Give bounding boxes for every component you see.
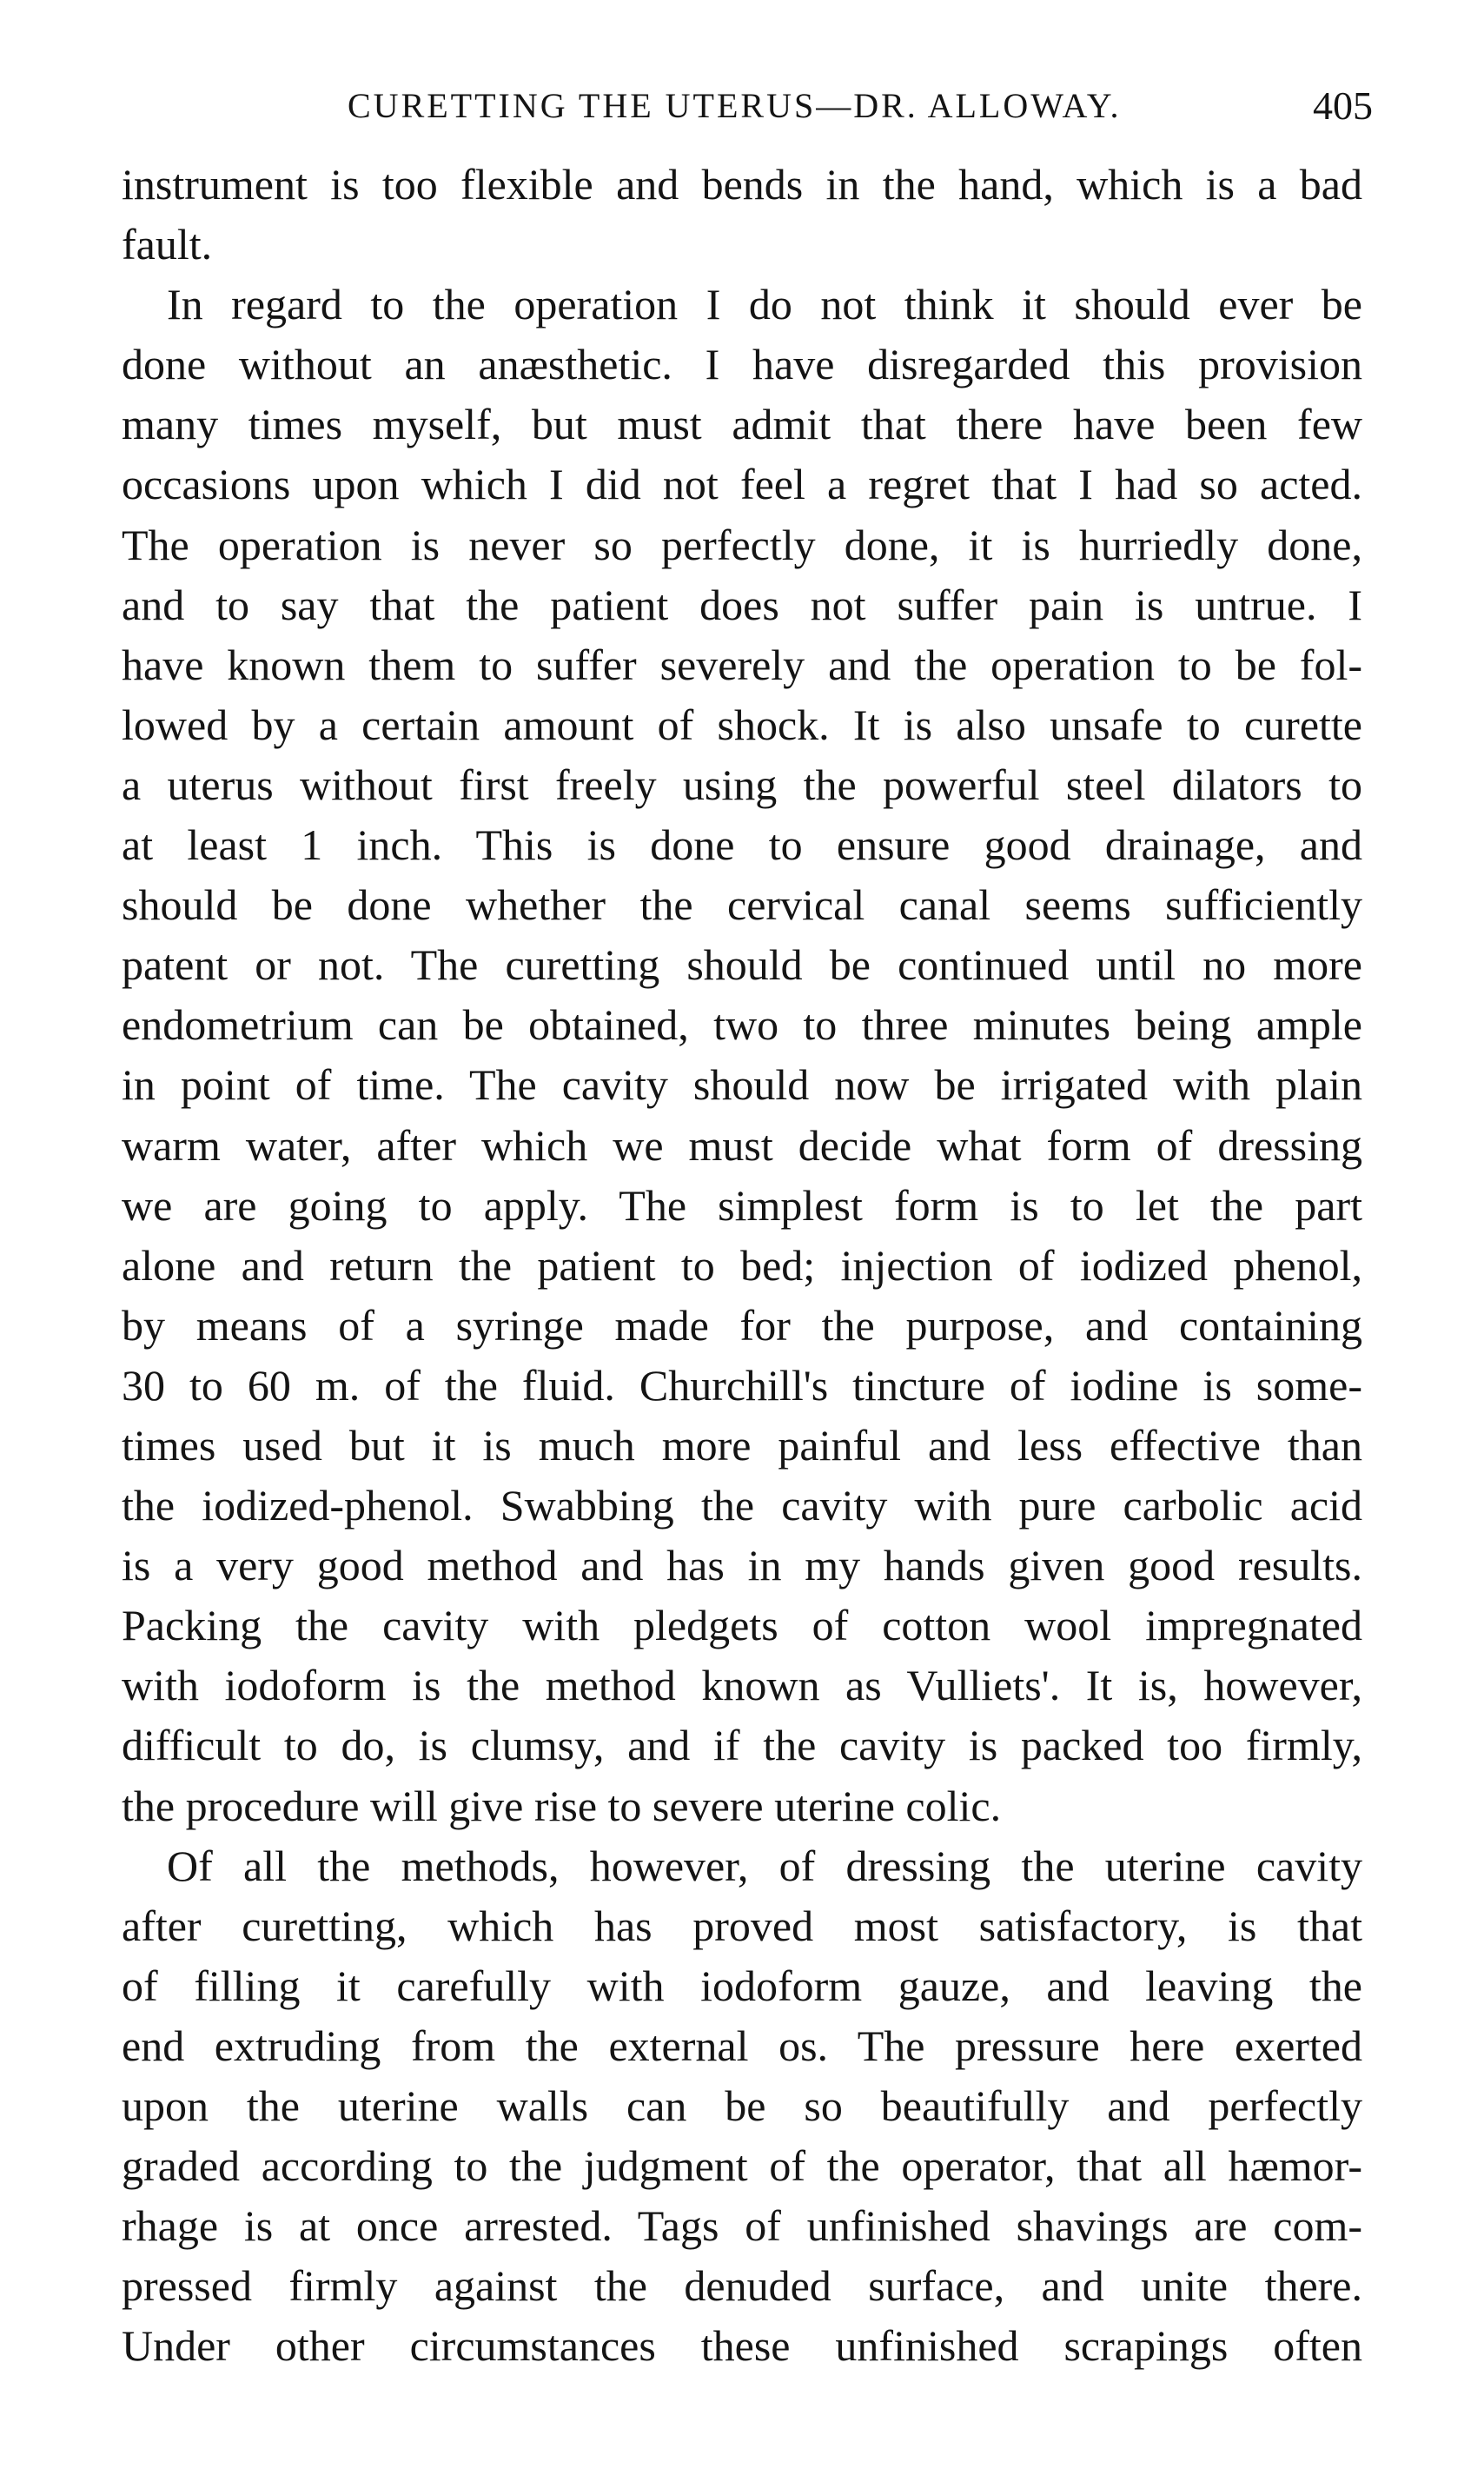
text-line: occasions upon which I did not feel a regret that I had so acted. [122,460,1362,509]
text-line: Of all the methods, however, of dressing the uterine cavity [167,1841,1362,1890]
text-line: and to say that the patient does not suffer pain is untrue. I [122,580,1362,629]
text-line: in point of time. The cavity should now be irrigated with plain [122,1060,1362,1110]
text-line: a uterus without first freely using the powerful steel dilators to [122,760,1362,809]
text-line: fault. [122,220,213,269]
text-line: is a very good method and has in my hands given good results. [122,1541,1362,1590]
text-line: patent or not. The curetting should be continued until no more [122,940,1362,990]
text-line: The operation is never so perfectly done, it is hurriedly done, [122,520,1362,569]
text-line: of filling it carefully with iodoform gauze, and leaving the [122,1961,1362,2010]
text-line: have known them to suffer severely and the operation to be fol- [122,640,1362,689]
text-line: times used but it is much more painful and less effective than [122,1420,1362,1470]
text-line: we are going to apply. The simplest form is to let the part [122,1180,1362,1230]
body-text [122,155,1362,2376]
running-head [122,80,1373,132]
page-number: 405 [1313,83,1373,128]
text-line: end extruding from the external os. The pressure here exerted [122,2021,1362,2070]
text-line: rhage is at once arrested. Tags of unfinished shavings are com- [122,2201,1362,2251]
text-line: difficult to do, is clumsy, and if the cavity is packed too firmly, [122,1721,1362,1770]
text-line: warm water, after which we must decide what form of dressing [122,1120,1362,1170]
running-title: CURETTING THE UTERUS—DR. ALLOWAY. [348,86,1122,125]
text-line: 30 to 60 m. of the fluid. Churchill's tincture of iodine is some- [122,1360,1362,1410]
text-line: at least 1 inch. This is done to ensure good drainage, and [122,820,1362,870]
text-line: alone and return the patient to bed; injection of iodized phenol, [122,1240,1362,1290]
text-line: endometrium can be obtained, two to three minutes being ample [122,1000,1362,1050]
text-line: instrument is too flexible and bends in the hand, which is a bad [122,160,1362,209]
text-line: done without an anæsthetic. I have disregarded this provision [122,340,1362,389]
text-line: the iodized-phenol. Swabbing the cavity with pure carbolic acid [122,1481,1362,1530]
text-line: Under other circumstances these unfinished scrapings often [122,2321,1362,2371]
text-line: upon the uterine walls can be so beautifully and perfectly [122,2081,1362,2130]
text-line: after curetting, which has proved most satisfactory, is that [122,1901,1362,1950]
text-line: In regard to the operation I do not think it should ever be [167,280,1362,329]
text-line: graded according to the judgment of the operator, that all hæmor- [122,2141,1362,2191]
text-line: with iodoform is the method known as Vulliets'. It is, however, [122,1661,1362,1710]
text-line: the procedure will give rise to severe uterine colic. [122,1781,1002,1830]
text-line: lowed by a certain amount of shock. It is also unsafe to curette [122,700,1362,749]
text-line: should be done whether the cervical canal seems sufficiently [122,880,1362,930]
text-line: by means of a syringe made for the purpose, and containing [122,1300,1362,1350]
text-line: pressed firmly against the denuded surface, and unite there. [122,2261,1362,2311]
text-line: Packing the cavity with pledgets of cotton wool impregnated [122,1601,1362,1650]
text-line: many times myself, but must admit that there have been few [122,400,1362,449]
